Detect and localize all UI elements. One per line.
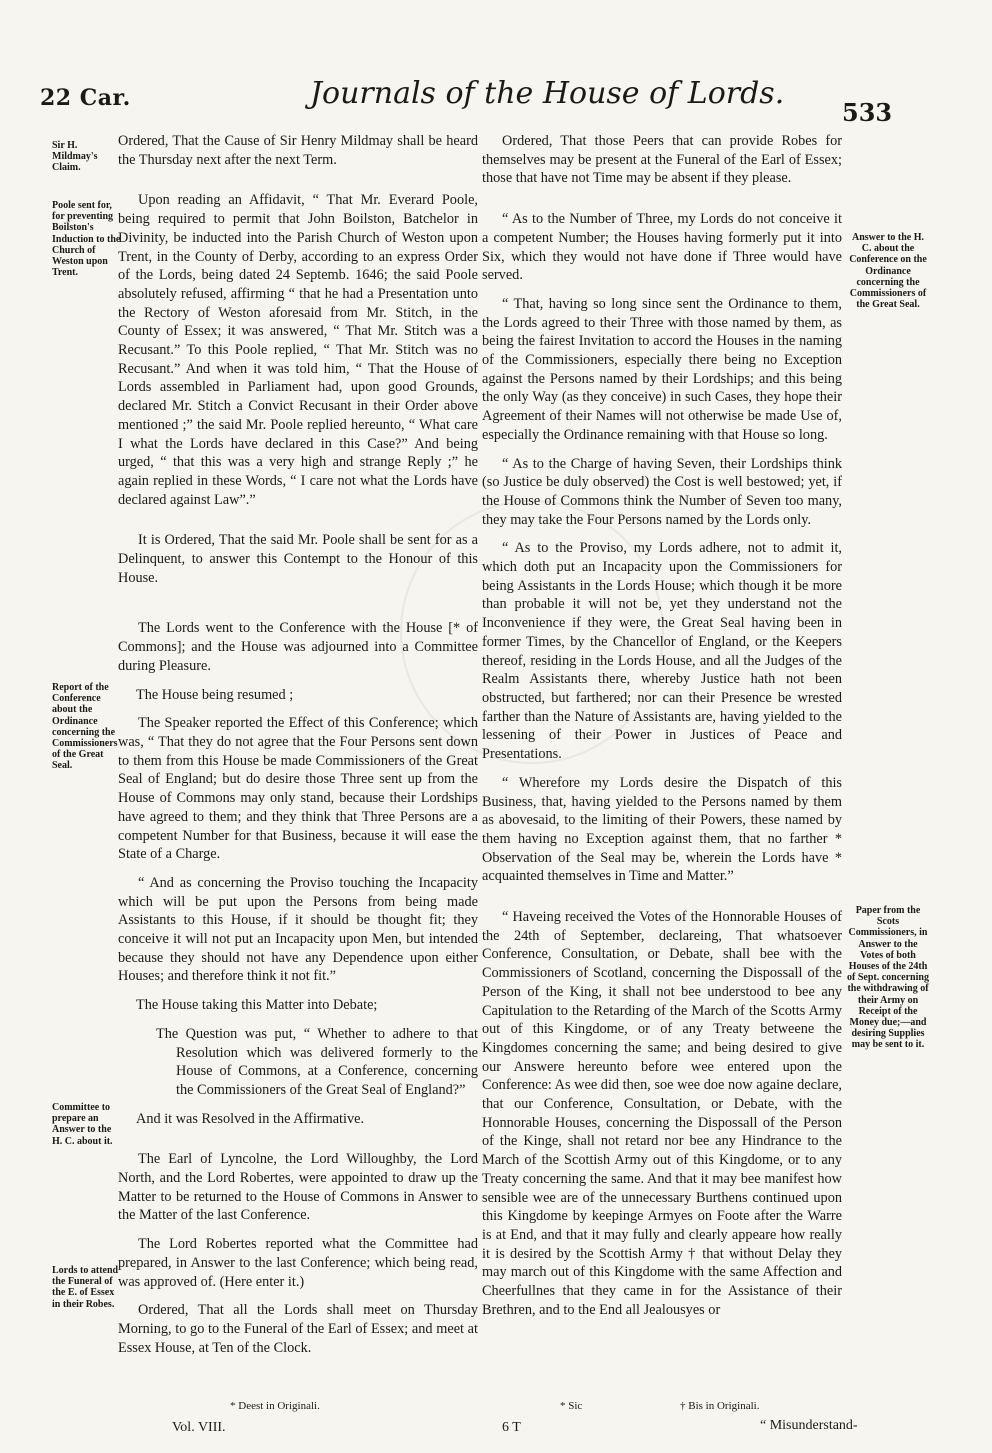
entry-resolved: And it was Resolved in the Affirmative. (136, 1110, 365, 1127)
entry-mildmay-order: Ordered, That the Cause of Sir Henry Mildmay shall be heard the Thursday next after the next Term. (118, 133, 478, 168)
entry-funeral-order: Ordered, That all the Lords shall meet on Thursday Morning, to go to the Funeral of the Earl of Essex; and meet at Essex House, at Ten of the Clock. (118, 1302, 478, 1356)
entry-robes-order: Ordered, That those Peers that can provide Robes for themselves may be present at the Funeral of the Earl of Essex; those that have not Time may be absent if they please. (482, 133, 842, 187)
answer-proviso: “ As to the Proviso, my Lords adhere, not to admit it, which doth put an Incapacity upon the Commissioners for being Assistants in the Lords House; which though it be more than probable it will not be, yet they understand not the Inconvenience if they were, the Great Seal having been in former Times, by the Chancellor of England, or the Keepers thereof, residing in the Lords House, and all the Judges of the Realm Assistants there, whereby Justice hath not been obstructed, but farthered; nor can their Presence be wrested farther than the Nature of Assistants are, having yielded to the lessening of their Power in Justices of Peace and Presentations. (482, 540, 842, 763)
entry-committee: The Earl of Lyncolne, the Lord Willoughby, the Lord North, and the Lord Robertes, were appointed to draw up the Matter to be returned to the House of Commons in Answer to the Matter of the last Conference. (118, 1151, 478, 1224)
page-number: 533 (842, 98, 893, 127)
entry-house-resumed: The House being resumed ; (136, 686, 294, 703)
left-column (118, 132, 478, 1367)
margin-note-scots-paper: Paper from the Scots Commissioners, in Answer to the Votes of both Houses of the 24th of Sept. concerning the withdrawing of their Army on Receipt of the Money due;—and desiring Supplies may be sent to it. (847, 905, 929, 1051)
entry-proviso: “ And as concerning the Proviso touching the Incapacity which will be put upon the Persons from being made Assistants to this House, if it should be thought fit; they conceive it will not put an Incapacity upon Men, but intended because they should not have any Dependence upon either Houses; and therefore think it not fit.” (118, 874, 478, 985)
signature-mark: 6 T (502, 1420, 521, 1435)
running-head-title: Journals of the House of Lords. (310, 76, 785, 111)
margin-note-mildmay: Sir H. Mildmay's Claim. (52, 140, 98, 174)
entry-conference: The Lords went to the Conference with the House [* of Commons]; and the House was adjourned into a Committee during Pleasure. (118, 620, 478, 674)
margin-note-answer-hc: Answer to the H. C. about the Conference on the Ordinance concerning the Commissioners of the Great Seal. (849, 232, 927, 311)
entry-poole-affidavit: Upon reading an Affidavit, “ That Mr. Everard Poole, being required to permit that John Boilston, Batchelor in Divinity, be inducted into the Parish Church of Weston upon Trent, in the County of Derby, according to an express Order of the Lords, being dated 24 Septemb. 1646; the said Poole absolutely refused, affirming “ that he had a Presentation unto the Rectory of Weston aforesaid from Mr. Stitch, in the County of Essex; it was answered, “ That Mr. Stitch was a Recusant.” To this Poole replied, “ That Mr. Stitch was no Recusant.” And when it was told him, “ That the House of Lords assembled in Parliament had, upon good Grounds, declared Mr. Stitch a Convict Recusant in their Order above mentioned ;” the said Mr. Poole replied hereunto, “ What care I what the Lords have declared in this Case?” And being urged, “ that this was a very high and strange Reply ;” he again replied in these Words, “ I care not what the Lords have declared against Law”.” (118, 192, 478, 508)
right-column (482, 132, 842, 1329)
footnote-sic: * Sic (560, 1400, 583, 1412)
answer-dispatch: “ Wherefore my Lords desire the Dispatch of this Business, that, having yielded to the Persons named by them as abovesaid, to the limiting of their Powers, these named by them having no Exception against them, that no farther * Observation of the Seal may be, wherein the Lords have * acquainted themselves in Time and Matter.” (482, 774, 842, 885)
entry-robertes-report: The Lord Robertes reported what the Committee had prepared, in Answer to the last Conference; which being read, was approved of. (Here enter it.) (118, 1236, 478, 1290)
catchword: “ Misunderstand- (760, 1418, 858, 1433)
margin-note-committee: Committee to prepare an Answer to the H. C. about it. (52, 1102, 113, 1147)
answer-number-three: “ As to the Number of Three, my Lords do not conceive it a competent Number; the Houses having formerly put it into Six, which they would not have done if Three would have served. (482, 211, 842, 284)
scots-paper: “ Haveing received the Votes of the Honnorable Houses of the 24th of September, declareing, That whatsoever Conference, Consultation, or Debate, shall bee with the Commissioners of Scotland, concerning the Dispossall of the Person of the King, it shall not bee understood to bee any Capitulation to the Retarding of the March of the Scotts Army out of this Kingdome, or of any Treaty betweene the Kingdomes concerning the same; and being desired to give our Answere hereunto before wee entered upon the Conference: As wee did then, soe wee doe now againe declare, that our Conference, Consultation, or Debate, with the Honnorable Houses, concerning the Dispossall of the Person of the Kinge, shall not retard nor bee any Hindrance to the March of the Scottish Army out of this Kingdome, or to any Treaty concerning the same. And that it may bee manifest how sensible wee are of the unnecessary Burthens continued upon this Kingdome by keepinge Armyes on Foote after the Warre is at End, and that it may fully and clearly appeare how really it is desired by the Scottish Army † that without Delay they may march out of this Kingdome with the same Affection and Cheerfullnes that they came in for the Assistance of their Brethren, and to the End all Jealousyes or (482, 909, 842, 1318)
entry-question: The Question was put, “ Whether to adhere to that Resolution which was delivered formerly to the House of Commons, at a Conference, concerning the Commissioners of the Great Seal of England?” (156, 1025, 478, 1098)
answer-ordinance: “ That, having so long since sent the Ordinance to them, the Lords agreed to their Three with those named by them, as being the fairest Invitation to accord the Houses in the naming of the Commissioners, especially there being no Exception against the Persons named by their Lordships; and this being the only Way (as they conceive) in such Cases, they hope their Agreement of their Names will not otherwise be made Use of, especially the Ordinance remaining with that House so long. (482, 295, 842, 443)
running-head-regnal-year: 22 Car. (40, 85, 131, 111)
answer-charge-seven: “ As to the Charge of having Seven, their Lordships think (so Justice be duly observed) the Cost is well bestowed; yet, if the House of Commons think the Number of Seven too many, they may take the Four Persons named by the Lords only. (482, 455, 842, 528)
entry-poole-delinquent: It is Ordered, That the said Mr. Poole shall be sent for as a Delinquent, to answer this Contempt to the Honour of this House. (118, 532, 478, 586)
margin-note-report-conference: Report of the Conference about the Ordinance concerning the Commissioners of the Great Seal. (52, 682, 118, 772)
entry-debate: The House taking this Matter into Debate; (136, 997, 378, 1014)
footnote-deest: * Deest in Originali. (230, 1400, 320, 1412)
volume-label: Vol. VIII. (172, 1420, 226, 1435)
margin-note-poole: Poole sent for, for preventing Boilston's Induction to the Church of Weston upon Trent. (52, 200, 121, 279)
margin-note-funeral: Lords to attend the Funeral of the E. of Essex in their Robes. (52, 1265, 119, 1310)
footnote-bis: † Bis in Originali. (680, 1400, 760, 1412)
entry-speaker-report: The Speaker reported the Effect of this Conference; which was, “ That they do not agree that the Four Persons sent down to them from this House be made Commissioners of the Great Seal of England; but do desire those Three sent up from the House of Commons may only stand, because their Lordships have agreed to them; and they think that Three Persons are a competent Number for that Business, because it will ease the State of a Charge. (118, 715, 478, 863)
